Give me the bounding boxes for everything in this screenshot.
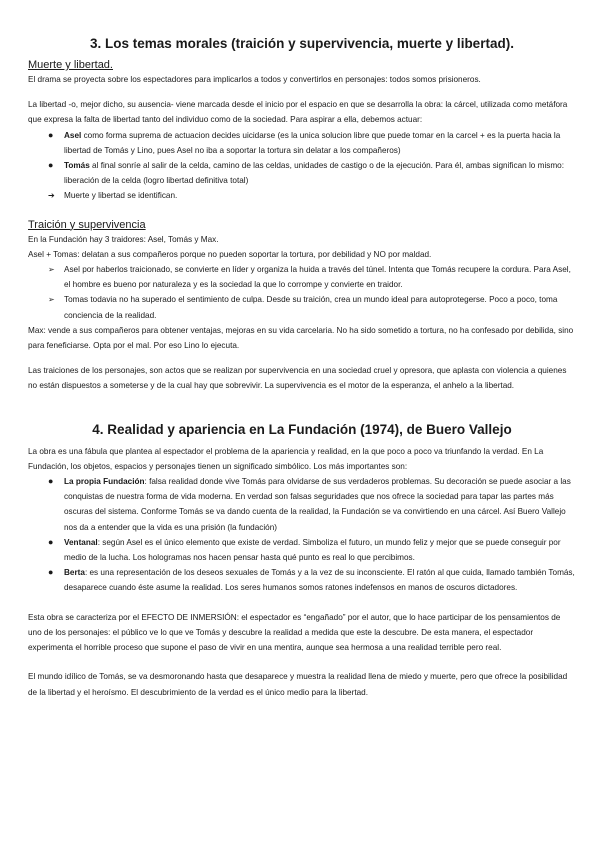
bold-term: Ventanal: [64, 537, 98, 547]
arrow-marker: ➔: [48, 191, 55, 201]
list-item-text: al final sonríe al salir de la celda, camino de las celdas, unidades de castigo o de la ejecución. Para él, ambas significan lo mismo: liberación de la celda (logro libertad definitiva total): [64, 161, 565, 186]
bullet-marker: ●: [48, 567, 54, 578]
bullet-marker: ●: [48, 160, 54, 171]
bullet-list-libertad: [28, 128, 576, 204]
list-item-text: : según Asel es el único elemento que existe de verdad. Simboliza el futuro, un mundo feliz y mejor que se puede conseguir por medio de la lucha. Los hologramas nos hacen pensar hasta qué punto es real lo que percibimos.: [64, 537, 561, 563]
list-item: [48, 262, 576, 292]
arrowhead-marker: ➢: [48, 265, 55, 275]
list-item-text: : falsa realidad donde vive Tomás para olvidarse de sus verdaderos problemas. Su decoración se puede asociar a las conquistas de nuestra forma de vida moderna. En verdad son falsas seguridades que nos ofrece la sociedad para tapar las partes más oscuras del sistema. Conforme Tomás se va dando cuenta de la realidad, la Fundación se va convirtiendo en una cárcel. Así Buero Vallejo nos da a entender que la vida es una prisión (la fundación): [64, 477, 571, 532]
section-4-title: 4. Realidad y apariencia en La Fundación (1974), de Buero Vallejo: [92, 421, 512, 437]
section-3-title: 3. Los temas morales (traición y supervivencia, muerte y libertad).: [90, 36, 514, 51]
paragraph: Asel + Tomas: delatan a sus compañeros porque no pueden soportar la tortura, por debilidad y NO por maldad.: [28, 249, 432, 259]
bold-term: La propia Fundación: [64, 477, 145, 487]
list-item: [48, 565, 576, 595]
document-page: [28, 36, 576, 700]
bold-term: Tomás: [64, 161, 90, 171]
paragraph: En la Fundación hay 3 traidores: Asel, Tomás y Max.: [28, 234, 219, 244]
paragraph: Max: vende a sus compañeros para obtener ventajas, mejoras en su vida carcelaria. No ha sido sometido a tortura, no ha confesado por debilida, sino para feneficiarse. Opta por el mal. Por eso Lino lo ejecuta.: [28, 325, 574, 351]
list-item: [48, 474, 576, 535]
list-item-text: como forma suprema de actuacion decides uicidarse (es la unica solucion libre que puede tomar en la carcel + es la puerta hacia la libertad de Tomás y Lino, pues Asel no iba a soportar la tortura sin delatar a los compañeros): [64, 130, 561, 155]
list-item: [48, 158, 576, 188]
paragraph: El drama se proyecta sobre los espectadores para implicarlos a todos y convertirlos en personajes: todos somos prisioneros.: [28, 75, 481, 84]
list-item: [48, 292, 576, 322]
list-item-text: Tomas todavia no ha superado el sentimiento de culpa. Desde su traición, crea un mundo ideal para autoprotegerse. Poco a poco, toma conciencia de la realidad.: [64, 295, 558, 320]
bold-term: Asel: [64, 130, 82, 140]
subheading-traicion-supervivencia: Traición y supervivencia: [28, 218, 146, 231]
paragraph: El mundo idílico de Tomás, se va desmoronando hasta que desaparece y muestra la realidad llena de miedo y muerte, pero que ofrece la posibilidad de la libertad y el heroísmo. El descubrimiento de la verdad es el único medio para la libertad.: [28, 672, 568, 697]
list-item-text: Asel por haberlos traicionado, se convierte en líder y organiza la huida a través del túnel. Intenta que Tomás recupere la cordura. Para Asel, el hombre es bueno por naturaleza y es la sociedad la que lo corrompe y convierte en traidor.: [64, 265, 571, 290]
paragraph: La obra es una fábula que plantea al espectador el problema de la apariencia y realidad, en la que poco a poco va triunfando la verdad. En La Fundación, los objetos, espacios y personajes tienen un significado simbólico. Los más importantes son:: [28, 446, 544, 471]
bullet-marker: ●: [48, 476, 54, 487]
bullet-marker: ●: [48, 129, 54, 140]
paragraph: Esta obra se caracteriza por el EFECTO DE INMERSIÓN: el espectador es “engañado” por el autor, que lo hace participar de los pensamientos de uno de los personajes: el público ve lo que ve Tomás y descubre la realidad a medida que este la descubre. De esta manera, el espectador experimenta el horrible proceso que supone el paso de vivir en una mentira, aunque sea hermosa a una realidad terrible pero real.: [28, 612, 561, 653]
paragraph: La libertad -o, mejor dicho, su ausencia- viene marcada desde el inicio por el espacio en que se desarrolla la obra: la cárcel, utilizada como metáfora que expresa la falta de libertad tanto del individuo como de la sociedad. Para aspirar a ella, debemos actuar:: [28, 100, 568, 125]
bold-term: Berta: [64, 568, 85, 578]
arrowhead-marker: ➢: [48, 295, 55, 305]
list-item: [48, 535, 576, 565]
list-item-text: : es una representación de los deseos sexuales de Tomás y a la vez de su inconsciente. El ratón al que cuida, llamado también Tomás, desaparece cuando éste asume la realidad. Los seres humanos somos ratones indefensos en manos de oscuros dictadores.: [64, 568, 575, 593]
list-item: [48, 128, 576, 158]
list-item-text: Muerte y libertad se identifican.: [64, 191, 178, 201]
paragraph: Las traiciones de los personajes, son actos que se realizan por supervivencia en una sociedad cruel y opresora, que aplasta con violencia a quienes no están dispuestos a someterse y de la cual hay que sobrevivir. La supervivencia es el motor de la esperanza, el anhelo a la libertad.: [28, 366, 567, 391]
bullet-list-traidores: [28, 262, 576, 323]
bullet-list-simbolos: [28, 474, 576, 596]
subheading-muerte-libertad: Muerte y libertad.: [28, 59, 113, 71]
list-item: [48, 188, 576, 203]
bullet-marker: ●: [48, 536, 54, 547]
